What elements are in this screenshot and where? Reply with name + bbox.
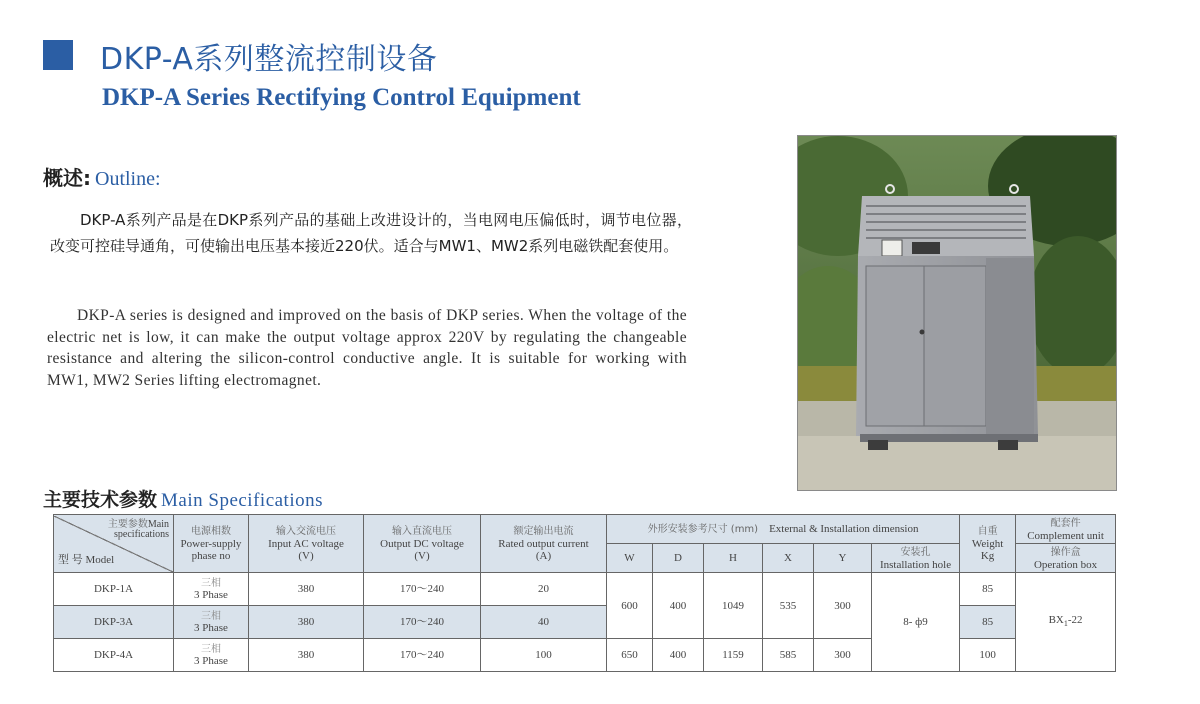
model-header: 型 号 Model xyxy=(58,553,115,566)
outline-heading-zh: 概述: xyxy=(43,166,91,190)
dimension-header: 外形安装参考尺寸 (mm) External & Installation dimension xyxy=(607,515,960,544)
output-cell: 170～240 xyxy=(364,639,481,672)
hole-cell: 8- ф9 xyxy=(872,573,960,672)
d-header: D xyxy=(653,544,704,573)
phase-cell: 三相 3 Phase xyxy=(174,606,249,639)
title-marker xyxy=(43,40,73,70)
box-header: 操作盒 Operation box xyxy=(1016,544,1116,573)
model-cell: DKP-4A xyxy=(54,639,174,672)
h-header: H xyxy=(704,544,763,573)
diagonal-header-cell: 主要参数Main specifications 型 号 Model xyxy=(54,515,174,573)
complement-header: 配套件 Complement unit xyxy=(1016,515,1116,544)
model-cell: DKP-1A xyxy=(54,573,174,606)
output-header: 输入直流电压 Output DC voltage (V) xyxy=(364,515,481,573)
y-cell: 300 xyxy=(814,573,872,639)
weight-header: 自重 Weight Kg xyxy=(960,515,1016,573)
page-title-en: DKP-A Series Rectifying Control Equipment xyxy=(102,84,581,111)
d-cell: 400 xyxy=(653,573,704,639)
table-header-row-1 xyxy=(54,515,1116,544)
phase-header: 电源相数 Power-supply phase no xyxy=(174,515,249,573)
weight-cell: 100 xyxy=(960,639,1016,672)
output-cell: 170～240 xyxy=(364,606,481,639)
model-cell: DKP-3A xyxy=(54,606,174,639)
outline-heading xyxy=(43,162,161,191)
specs-heading-zh: 主要技术参数 xyxy=(43,489,158,511)
hole-header: 安装孔 Installation hole xyxy=(872,544,960,573)
w-header: W xyxy=(607,544,653,573)
outline-text-zh: DKP-A系列产品是在DKP系列产品的基础上改进设计的，当电网电压偏低时，调节电位器，改变可控硅导通角，可使输出电压基本接近220伏。适合与MW1、MW2系列电磁铁配套使用。 xyxy=(50,211,692,255)
specs-heading-en: Main Specifications xyxy=(161,490,324,511)
page-title-zh: DKP-A系列整流控制设备 xyxy=(100,42,438,77)
box-cell: $BX_1-22$ xyxy=(1016,573,1116,672)
table-row xyxy=(54,573,1116,606)
x-cell: 535 xyxy=(763,573,814,639)
specifications-table xyxy=(53,514,1116,672)
current-cell: 40 xyxy=(481,606,607,639)
input-cell: 380 xyxy=(249,639,364,672)
y-cell: 300 xyxy=(814,639,872,672)
outline-text-en: DKP-A series is designed and improved on the basis of DKP series. When the voltage of the electric net is low, it can make the output voltage approx 220V by regulating the changeable resistance and altering the silicon-control conductive angle. It is suitable for working with MW1, MW2 Series lifting electromagnet. xyxy=(47,307,687,389)
phase-cell: 三相 3 Phase xyxy=(174,639,249,672)
current-cell: 100 xyxy=(481,639,607,672)
w-cell: 650 xyxy=(607,639,653,672)
weight-cell: 85 xyxy=(960,606,1016,639)
x-cell: 585 xyxy=(763,639,814,672)
w-cell: 600 xyxy=(607,573,653,639)
current-cell: 20 xyxy=(481,573,607,606)
output-cell: 170～240 xyxy=(364,573,481,606)
product-photo xyxy=(797,135,1117,491)
phase-cell: 三相 3 Phase xyxy=(174,573,249,606)
input-cell: 380 xyxy=(249,606,364,639)
weight-cell: 85 xyxy=(960,573,1016,606)
input-header: 输入交流电压 Input AC voltage (V) xyxy=(249,515,364,573)
h-cell: 1159 xyxy=(704,639,763,672)
x-header: X xyxy=(763,544,814,573)
outline-heading-en: Outline: xyxy=(95,168,161,190)
d-cell: 400 xyxy=(653,639,704,672)
current-header: 额定输出电流 Rated output current (A) xyxy=(481,515,607,573)
input-cell: 380 xyxy=(249,573,364,606)
h-cell: 1049 xyxy=(704,573,763,639)
y-header: Y xyxy=(814,544,872,573)
specs-heading xyxy=(43,485,323,512)
